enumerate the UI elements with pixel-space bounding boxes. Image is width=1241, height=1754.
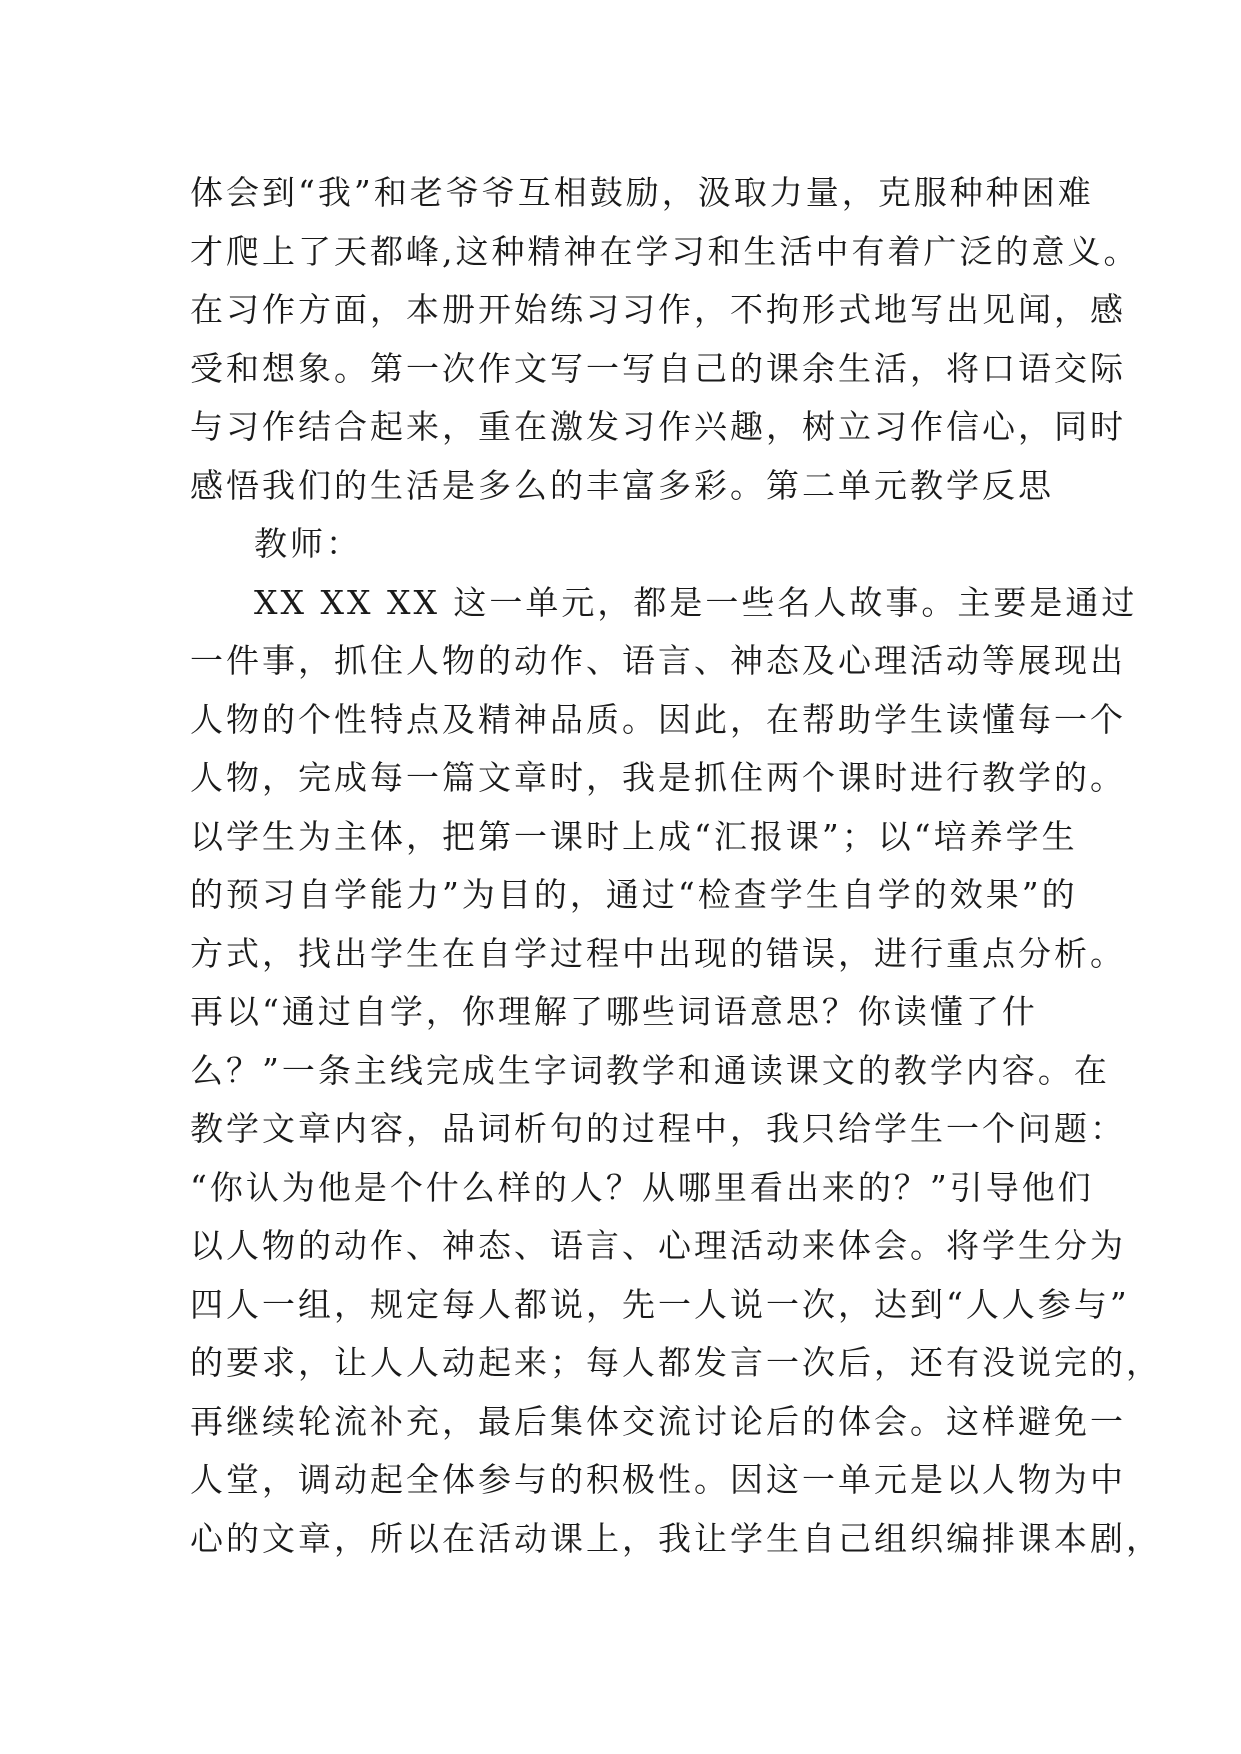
text-line: “你认为他是个什么样的人？从哪里看出来的？”引导他们: [190, 1167, 1094, 1207]
text-line: 一件事，抓住人物的动作、语言、神态及心理活动等展现出: [190, 641, 1126, 680]
text-line: 与习作结合起来，重在激发习作兴趣，树立习作信心，同时: [190, 407, 1126, 446]
text-line: 再继续轮流补充，最后集体交流讨论后的体会。这样避免一: [190, 1401, 1126, 1441]
text-line: 人堂，调动起全体参与的积极性。因这一单元是以人物为中: [190, 1460, 1126, 1499]
text-line: 以人物的动作、神态、语言、心理活动来体会。将学生分为: [190, 1226, 1126, 1265]
text-line: 的预习自学能力”为目的，通过“检查学生自学的效果”的: [190, 875, 1078, 914]
text-line: 人物的个性特点及精神品质。因此，在帮助学生读懂每一个: [190, 699, 1126, 739]
text-line: 方式，找出学生在自学过程中出现的错误，进行重点分析。: [190, 933, 1126, 973]
body-text: [190, 164, 1162, 1568]
text-line: 心的文章，所以在活动课上，我让学生自己组织编排课本剧，: [190, 1518, 1162, 1558]
text-line: XX XX XX 这一单元，都是一些名人故事。主要是通过: [254, 582, 1138, 622]
text-line: 的要求，让人人动起来；每人都发言一次后，还有没说完的，: [190, 1343, 1162, 1382]
text-line: 才爬上了天都峰,这种精神在学习和生活中有着广泛的意义。: [190, 231, 1140, 271]
text-line: 人物，完成每一篇文章时，我是抓住两个课时进行教学的。: [190, 758, 1126, 797]
text-line: 体会到“我”和老爷爷互相鼓励，汲取力量，克服种种困难: [190, 173, 1094, 212]
text-line: 么？”一条主线完成生字词教学和通读课文的教学内容。在: [190, 1050, 1110, 1090]
text-line: 四人一组，规定每人都说，先一人说一次，达到“人人参与”: [190, 1284, 1130, 1324]
text-line: 教学文章内容，品词析句的过程中，我只给学生一个问题：: [190, 1109, 1126, 1148]
teacher-label: 教师：: [254, 524, 362, 563]
text-line: 受和想象。第一次作文写一写自己的课余生活，将口语交际: [190, 348, 1126, 388]
text-line: 再以“通过自学，你理解了哪些词语意思？你读懂了什: [190, 992, 1038, 1031]
text-line: 感悟我们的生活是多么的丰富多彩。第二单元教学反思: [190, 465, 1054, 505]
text-line: 在习作方面，本册开始练习习作，不拘形式地写出见闻，感: [190, 290, 1126, 329]
text-line: 以学生为主体，把第一课时上成“汇报课”；以“培养学生: [190, 816, 1078, 856]
